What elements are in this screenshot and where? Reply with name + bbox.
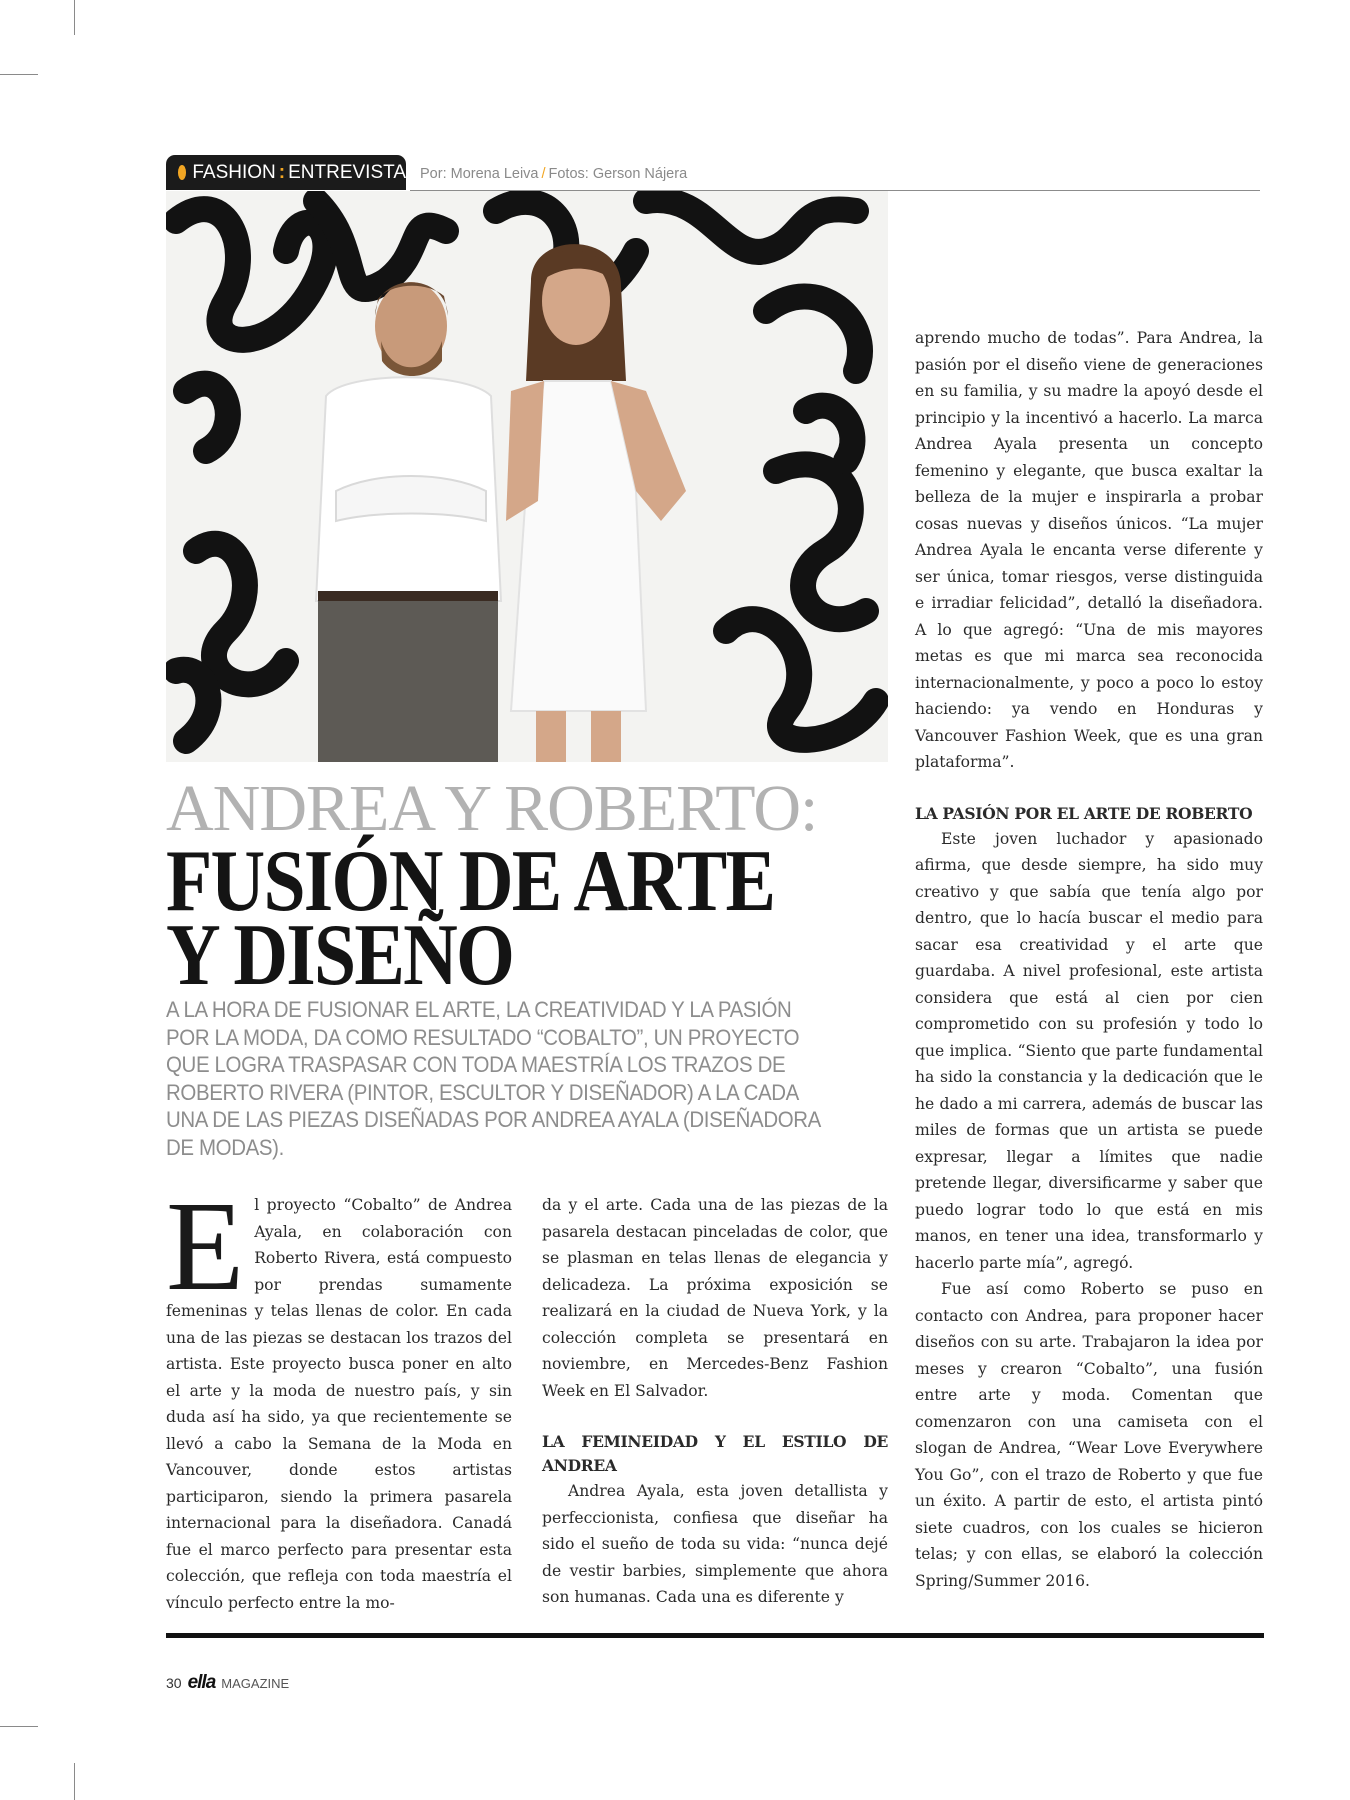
article-column-3 [915,325,1263,1594]
drop-cap: E [166,1175,245,1317]
article-paragraph: da y el arte. Cada una de las piezas de la pasarela destacan pinceladas de color, que se plasman en telas llenas de elegancia y delicadeza. La próxima exposición se realizará en la ciudad de Nueva York, y la colección completa se presentará en noviembre, en Mercedes-Benz Fashion Week en El Salvador. [542,1196,888,1400]
byline-separator: / [541,166,546,182]
brand-logo: ella [187,1672,216,1693]
article-column-1 [166,1175,512,1616]
photo-credit: Fotos: Gerson Nájera [548,166,688,182]
paragraph-text: l proyecto “Cobalto” de Andrea Ayala, en colaboración con Roberto Rivera, está compuesto por prendas sumamente femeninas y telas llenas de color. En cada una de las piezas se destacan los trazos del artista. Este proyecto busca poner en alto el arte y la moda de nuestro país, y sin duda así ha sido, ya que recientemente se llevó a cabo la Semana de la Moda en Vancouver, donde estos artistas participaron, siendo la primera pasarela internacional para la diseñadora. Canadá fue el marco perfecto para presentar esta colección, que refleja con toda maestría el vínculo perfecto entre la mo- [166,1196,512,1612]
author-credit: Por: Morena Leiva [420,166,539,182]
section-heading: LA FEMINEIDAD Y EL ESTILO DE ANDREA [542,1432,888,1475]
byline [420,166,687,182]
headline-line-2: FUSIÓN DE ARTE [166,833,775,930]
footer-rule [166,1633,1264,1638]
article-paragraph: Fue así como Roberto se puso en contacto con Andrea, para proponer hacer diseños con su arte. Trabajaron la idea por meses y crearon “Cobalto”, una fusión entre arte y moda. Comentan que comenzaron con una camiseta con el slogan de Andrea, “Wear Love Everywhere You Go”, con el trazo de Roberto y que fue un éxito. A partir de esto, el artista pintó siete cuadros, con los cuales se hicieron telas; y con ellas, se elaboró la colección Spring/Summer 2016. [915,1280,1263,1590]
article-deck: A LA HORA DE FUSIONAR EL ARTE, LA CREATIVIDAD Y LA PASIÓN POR LA MODA, DA COMO RESULTADO “COBALTO”, UN PROYECTO QUE LOGRA TRASPASAR CON TODA MAESTRÍA LOS TRAZOS DE ROBERTO RIVERA (PINTOR, ESCULTOR Y DISEÑADOR) A LA CADA UNA DE LAS PIEZAS DISEÑADAS POR ANDREA AYALA (DISEÑADORA DE MODAS). [166,997,820,1160]
article-column-2 [542,1192,888,1611]
feature-photo [166,191,888,762]
magazine-label: MAGAZINE [221,1676,290,1691]
article-paragraph: aprendo mucho de todas”. Para Andrea, la pasión por el diseño viene de generaciones en su familia, y su madre la apoyó desde el principio y la incentivó a hacerlo. La marca Andrea Ayala presenta un concepto femenino y elegante, que busca exaltar la belleza de la mujer e inspirarla a probar cosas nuevas y diseños únicos. “La mujer Andrea Ayala le encanta verse diferente y ser única, tomar riesgos, verse distinguida e irradiar felicidad”, detalló la diseñadora. A lo que agregó: “Una de mis mayores metas es que mi marca sea reconocida internacionalmente, y poco a poco lo estoy haciendo: ya vendo en Honduras y Vancouver Fashion Week, que es una gran plataforma”. [915,329,1263,771]
headline-line-1: ANDREA Y ROBERTO: [166,772,818,845]
article-paragraph: Este joven luchador y apasionado afirma, que desde siempre, ha sido muy creativo y que sabía que tenía algo por dentro, que lo hacía buscar el medio para sacar esa creatividad y el arte que guardaba. A nivel profesional, este artista considera que está al cien por cien comprometido con su profesión y todo lo que implica. “Siento que parte fundamental ha sido la constancia y la dedicación que le he dado a mi carrera, además de buscar las miles de formas que un artista se puede expresar, llegar a límites que nadie pretende llegar, diversificarme y saber que puedo lograr todo lo que está en mis manos, en tener una idea, transformarlo y hacerlo parte mía”, agregó. [915,829,1263,1272]
photo-illustration [166,191,888,762]
crop-mark [74,1763,75,1800]
page-footer [166,1672,289,1694]
crop-mark [74,0,75,35]
page-number: 30 [166,1675,182,1691]
section-heading: LA PASIÓN POR EL ARTE DE ROBERTO [915,803,1253,823]
tag-separator: : [278,161,286,183]
section-label: FASHION [192,161,276,183]
section-tag [166,155,406,190]
crop-mark [0,1726,38,1727]
subsection-label: ENTREVISTA [288,161,406,183]
article-paragraph: Andrea Ayala, esta joven detallista y perfeccionista, confiesa que diseñar ha sido el sueño de toda su vida: “nunca dejé de vestir barbies, simplemente que ahora son humanas. Cada una es diferente y [542,1482,888,1606]
article-paragraph [166,1175,512,1616]
crop-mark [0,74,38,75]
headline-line-3: Y DISEÑO [166,907,514,1004]
bullet-dot-icon [178,165,186,180]
